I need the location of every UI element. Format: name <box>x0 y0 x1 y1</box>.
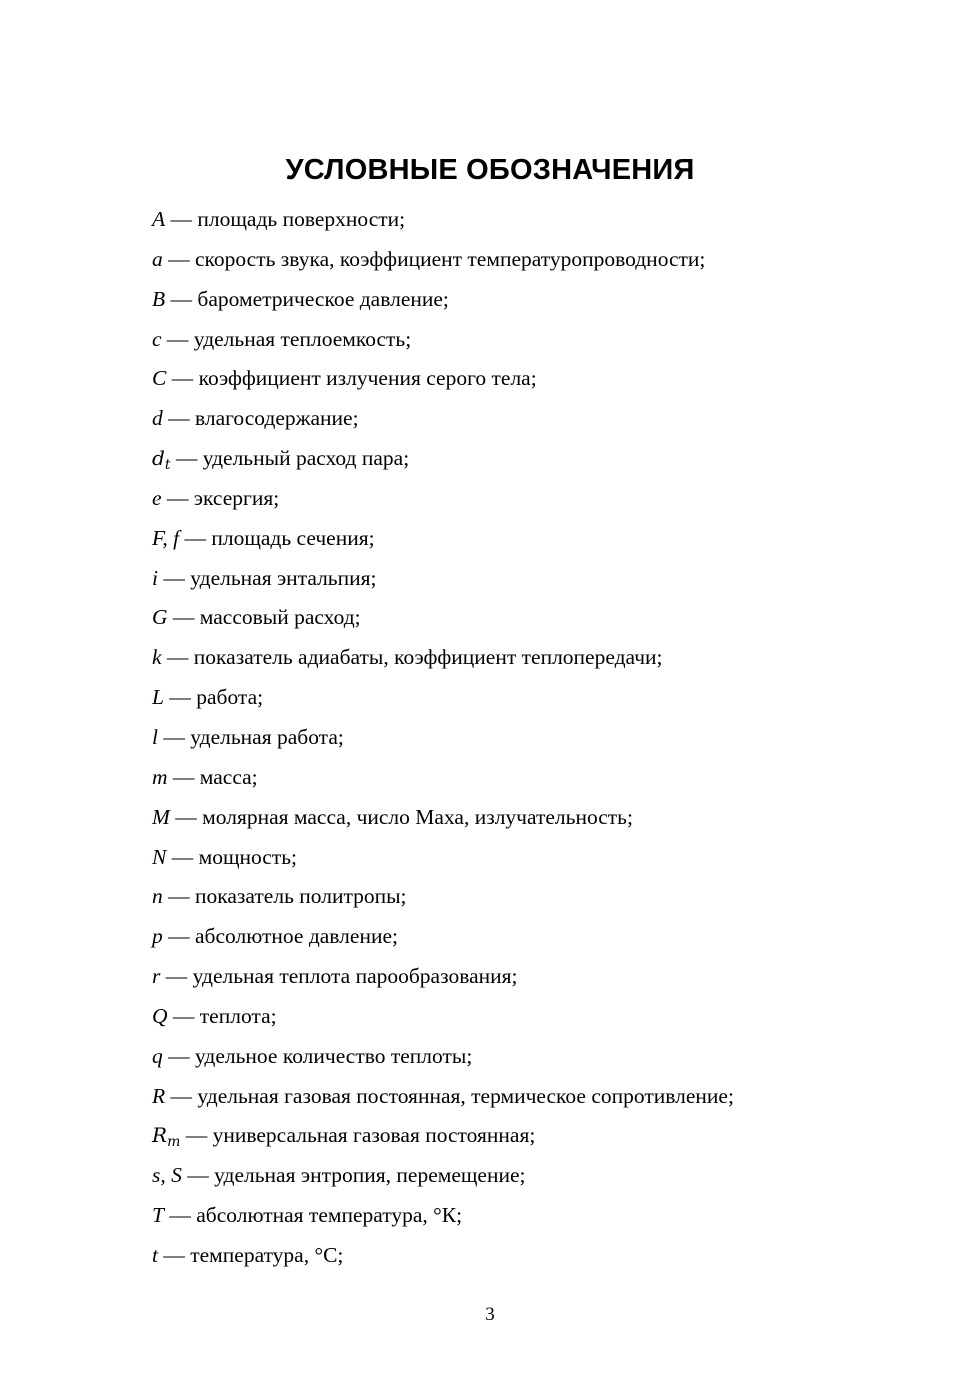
notation-entry <box>152 559 932 599</box>
notation-entry <box>152 240 932 280</box>
notation-description: — показатель политропы; <box>162 884 407 909</box>
notation-description: — площадь сечения; <box>179 525 375 550</box>
notation-symbol: R <box>152 1083 166 1108</box>
notation-description: — скорость звука, коэффициент температуропроводности; <box>162 246 706 271</box>
notation-entry <box>152 1077 932 1117</box>
notation-description: — площадь поверхности; <box>165 207 406 231</box>
notation-entry <box>152 718 932 758</box>
notation-entry <box>152 320 932 360</box>
notation-entry <box>152 280 932 320</box>
notation-description: — массовый расход; <box>167 605 361 630</box>
notation-symbol: d <box>152 446 165 471</box>
notation-symbol: F, f <box>152 525 180 550</box>
notation-description: — мощность; <box>166 844 298 869</box>
notation-description: — удельная энтропия, перемещение; <box>181 1163 526 1188</box>
notation-description: — теплота; <box>167 1003 277 1028</box>
notation-entry <box>152 758 932 798</box>
notation-description: — эксергия; <box>161 485 280 510</box>
notation-subscript: m <box>167 1134 181 1151</box>
page-title: УСЛОВНЫЕ ОБОЗНАЧЕНИЯ <box>285 154 695 186</box>
notation-entry <box>152 1196 932 1236</box>
notation-entry <box>152 638 932 678</box>
notation-entry <box>152 1037 932 1077</box>
notation-description: — масса; <box>167 764 258 789</box>
notation-symbol: p <box>152 924 163 949</box>
notation-description: — работа; <box>163 685 264 710</box>
notation-entry <box>152 479 932 519</box>
notation-symbol: Q <box>152 1003 168 1028</box>
notation-entry <box>152 1236 932 1276</box>
notation-symbol: n <box>152 884 163 909</box>
notation-symbol: i <box>152 565 158 590</box>
notation-symbol: B <box>152 286 166 311</box>
notation-symbol: L <box>152 685 164 710</box>
notation-entry <box>152 917 932 957</box>
notation-symbol-math <box>152 446 171 474</box>
notation-description: — удельная теплоемкость; <box>161 326 412 351</box>
notation-symbol: q <box>152 1043 163 1068</box>
notation-symbol: G <box>152 605 168 630</box>
notation-description: — универсальная газовая постоянная; <box>180 1123 536 1148</box>
notation-description: — удельное количество теплоты; <box>162 1043 473 1068</box>
notation-entry <box>152 439 932 479</box>
notation-entry <box>152 519 932 559</box>
notation-description: — коэффициент излучения серого тела; <box>166 366 537 391</box>
notation-symbol-math <box>152 1123 181 1151</box>
notation-entry <box>152 877 932 917</box>
notation-description: — удельная энтальпия; <box>157 565 377 590</box>
page-number: 3 <box>485 1304 495 1325</box>
notation-symbol: s, S <box>152 1163 182 1188</box>
notation-symbol: t <box>152 1242 158 1267</box>
notation-entry <box>152 1156 932 1196</box>
notation-description: — температура, °С; <box>157 1242 344 1267</box>
notation-symbol: k <box>152 645 162 670</box>
notation-entry <box>152 399 932 439</box>
notation-entry <box>152 997 932 1037</box>
notation-symbol: R <box>152 1123 168 1148</box>
notation-description: — молярная масса, число Маха, излучательность; <box>169 804 633 829</box>
notation-entry <box>152 200 932 240</box>
notation-list <box>152 200 932 1276</box>
notation-symbol: d <box>152 406 163 431</box>
notation-subscript: t <box>164 457 171 474</box>
notation-entry <box>152 1116 932 1156</box>
notation-symbol: l <box>152 724 158 749</box>
notation-description: — барометрическое давление; <box>165 286 449 311</box>
notation-symbol: r <box>152 964 161 989</box>
notation-description: — удельная газовая постоянная, термическое сопротивление; <box>165 1083 734 1108</box>
notation-description: — удельная теплота парообразования; <box>160 964 518 989</box>
notation-entry <box>152 598 932 638</box>
notation-symbol: A <box>152 207 166 231</box>
notation-description: — показатель адиабаты, коэффициент теплопередачи; <box>161 645 663 670</box>
notation-symbol: c <box>152 326 162 351</box>
notation-description: — удельная работа; <box>157 724 344 749</box>
notation-description: — абсолютное давление; <box>162 924 398 949</box>
notation-description: — влагосодержание; <box>162 406 359 431</box>
notation-description: — абсолютная температура, °К; <box>163 1203 463 1228</box>
notation-entry <box>152 798 932 838</box>
notation-entry <box>152 359 932 399</box>
notation-entry <box>152 838 932 878</box>
notation-symbol: m <box>152 764 168 789</box>
notation-symbol: M <box>152 804 170 829</box>
notation-entry <box>152 678 932 718</box>
notation-symbol: T <box>152 1203 164 1228</box>
notation-symbol: C <box>152 366 167 391</box>
notation-symbol: N <box>152 844 167 869</box>
notation-entry <box>152 957 932 997</box>
notation-symbol: a <box>152 246 163 271</box>
notation-description: — удельный расход пара; <box>170 446 410 471</box>
notation-symbol: e <box>152 485 162 510</box>
